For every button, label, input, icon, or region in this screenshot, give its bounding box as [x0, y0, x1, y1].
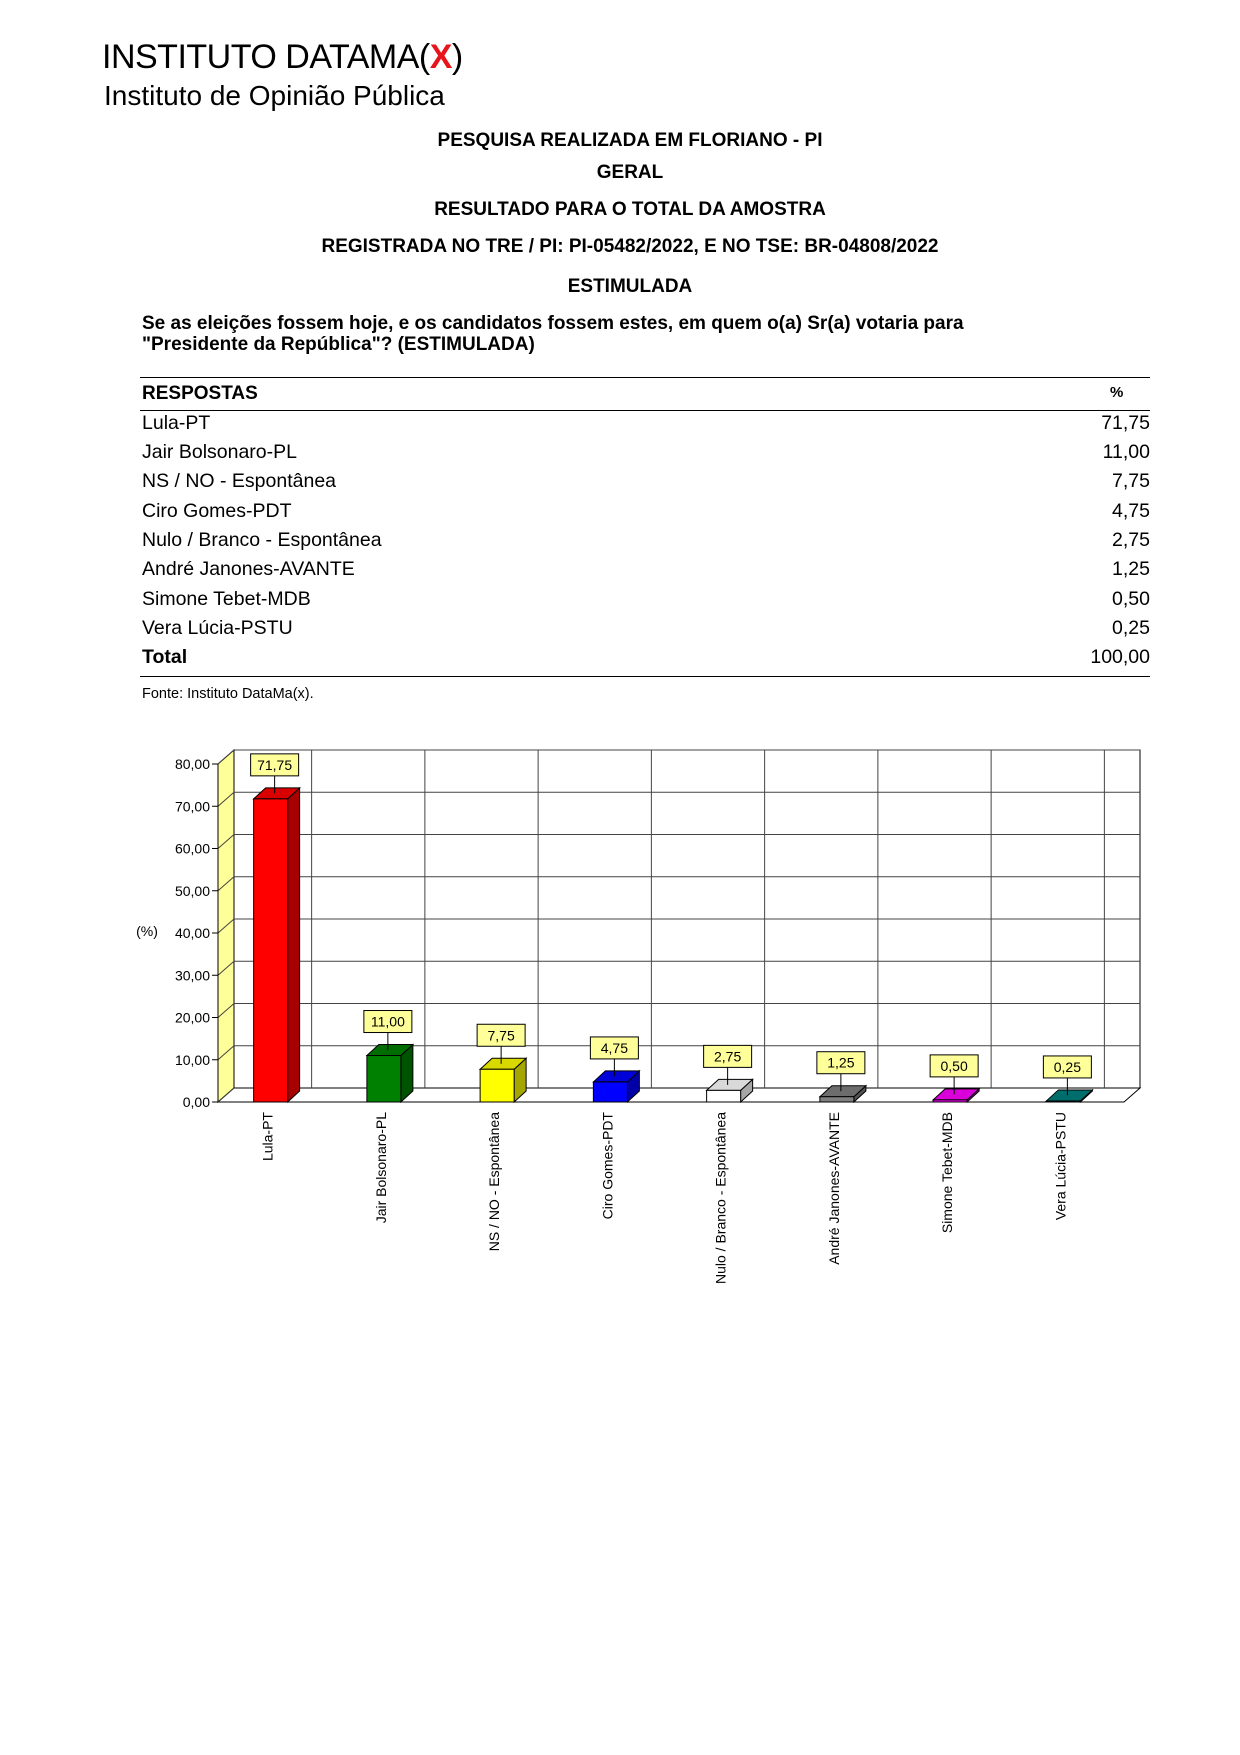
table-row: Vera Lúcia-PSTU 0,25 [142, 617, 1150, 639]
bar-front [820, 1097, 854, 1102]
bar-front [480, 1069, 514, 1102]
table-total-row: Total 100,00 [142, 646, 1150, 668]
data-label: 71,75 [257, 756, 293, 773]
y-axis-label: (%) [136, 923, 158, 939]
bar-front [593, 1082, 627, 1102]
table-row: Ciro Gomes-PDT 4,75 [142, 500, 1150, 522]
bar [593, 1071, 639, 1102]
brand-logo: INSTITUTO DATAMA(X) [102, 38, 463, 76]
table-header-percent: % [1110, 384, 1124, 401]
table-row: Jair Bolsonaro-PL 11,00 [142, 441, 1150, 463]
data-label: 7,75 [487, 1027, 515, 1044]
bar-chart [0, 730, 1240, 1350]
bar [254, 788, 300, 1102]
x-tick-label: Simone Tebet-MDB [939, 1112, 956, 1234]
brand-subtitle: Instituto de Opinião Pública [104, 80, 445, 111]
brand-logo-x: X [429, 38, 452, 76]
y-tick-label: 30,00 [174, 967, 210, 984]
table-bottom-rule [140, 676, 1150, 677]
y-tick-label: 70,00 [174, 798, 210, 815]
source-note: Fonte: Instituto DataMa(x). [142, 686, 314, 702]
y-tick-label: 10,00 [174, 1051, 210, 1068]
survey-scope: GERAL [596, 162, 664, 183]
table-row: André Janones-AVANTE 1,25 [142, 558, 1150, 580]
y-tick-label: 50,00 [174, 882, 210, 899]
y-tick-label: 80,00 [174, 756, 210, 772]
data-label: 0,50 [940, 1057, 968, 1074]
y-tick-label: 0,00 [182, 1094, 210, 1110]
y-tick-label: 40,00 [174, 925, 210, 941]
survey-result-heading: RESULTADO PARA O TOTAL DA AMOSTRA [434, 199, 826, 220]
table-row: Simone Tebet-MDB 0,50 [142, 588, 1150, 610]
bar-front [1046, 1101, 1080, 1102]
table-top-rule [140, 377, 1150, 378]
x-tick-label: NS / NO - Espontânea [486, 1112, 503, 1252]
x-tick-label: Ciro Gomes-PDT [599, 1112, 616, 1220]
data-label: 11,00 [370, 1013, 405, 1030]
table-row: NS / NO - Espontânea 7,75 [142, 470, 1150, 492]
table-row: Lula-PT 71,75 [142, 412, 1150, 434]
bar [367, 1045, 413, 1102]
data-label: 2,75 [714, 1048, 742, 1065]
bar-front [707, 1090, 741, 1102]
y-tick-label: 20,00 [174, 1009, 210, 1026]
table-row: Nulo / Branco - Espontânea 2,75 [142, 529, 1150, 551]
data-label: 4,75 [600, 1039, 628, 1056]
data-label: 0,25 [1053, 1058, 1081, 1075]
survey-type: ESTIMULADA [567, 276, 693, 297]
x-tick-label: Nulo / Branco - Espontânea [712, 1112, 729, 1284]
x-tick-label: Lula-PT [259, 1112, 276, 1162]
chart-floor [218, 1088, 1140, 1102]
bar-front [367, 1056, 401, 1102]
survey-question: Se as eleições fossem hoje, e os candidatos fossem estes, em quem o(a) Sr(a) votaria para "Presidente da República"? (ESTIMULADA) [142, 313, 964, 355]
x-tick-label: André Janones-AVANTE [825, 1112, 842, 1265]
table-header-respostas: RESPOSTAS [142, 383, 258, 404]
bar-side [288, 788, 300, 1102]
y-tick-label: 60,00 [174, 840, 210, 857]
bar-front [933, 1100, 967, 1102]
x-tick-label: Vera Lúcia-PSTU [1052, 1112, 1069, 1221]
bar-front [254, 799, 288, 1102]
survey-registration: REGISTRADA NO TRE / PI: PI-05482/2022, E NO TSE: BR-04808/2022 [321, 236, 939, 257]
table-header-rule [140, 410, 1150, 411]
x-tick-label: Jair Bolsonaro-PL [372, 1112, 389, 1224]
survey-title: PESQUISA REALIZADA EM FLORIANO - PI [437, 130, 823, 151]
data-label: 1,25 [827, 1054, 855, 1071]
bar [480, 1058, 526, 1102]
